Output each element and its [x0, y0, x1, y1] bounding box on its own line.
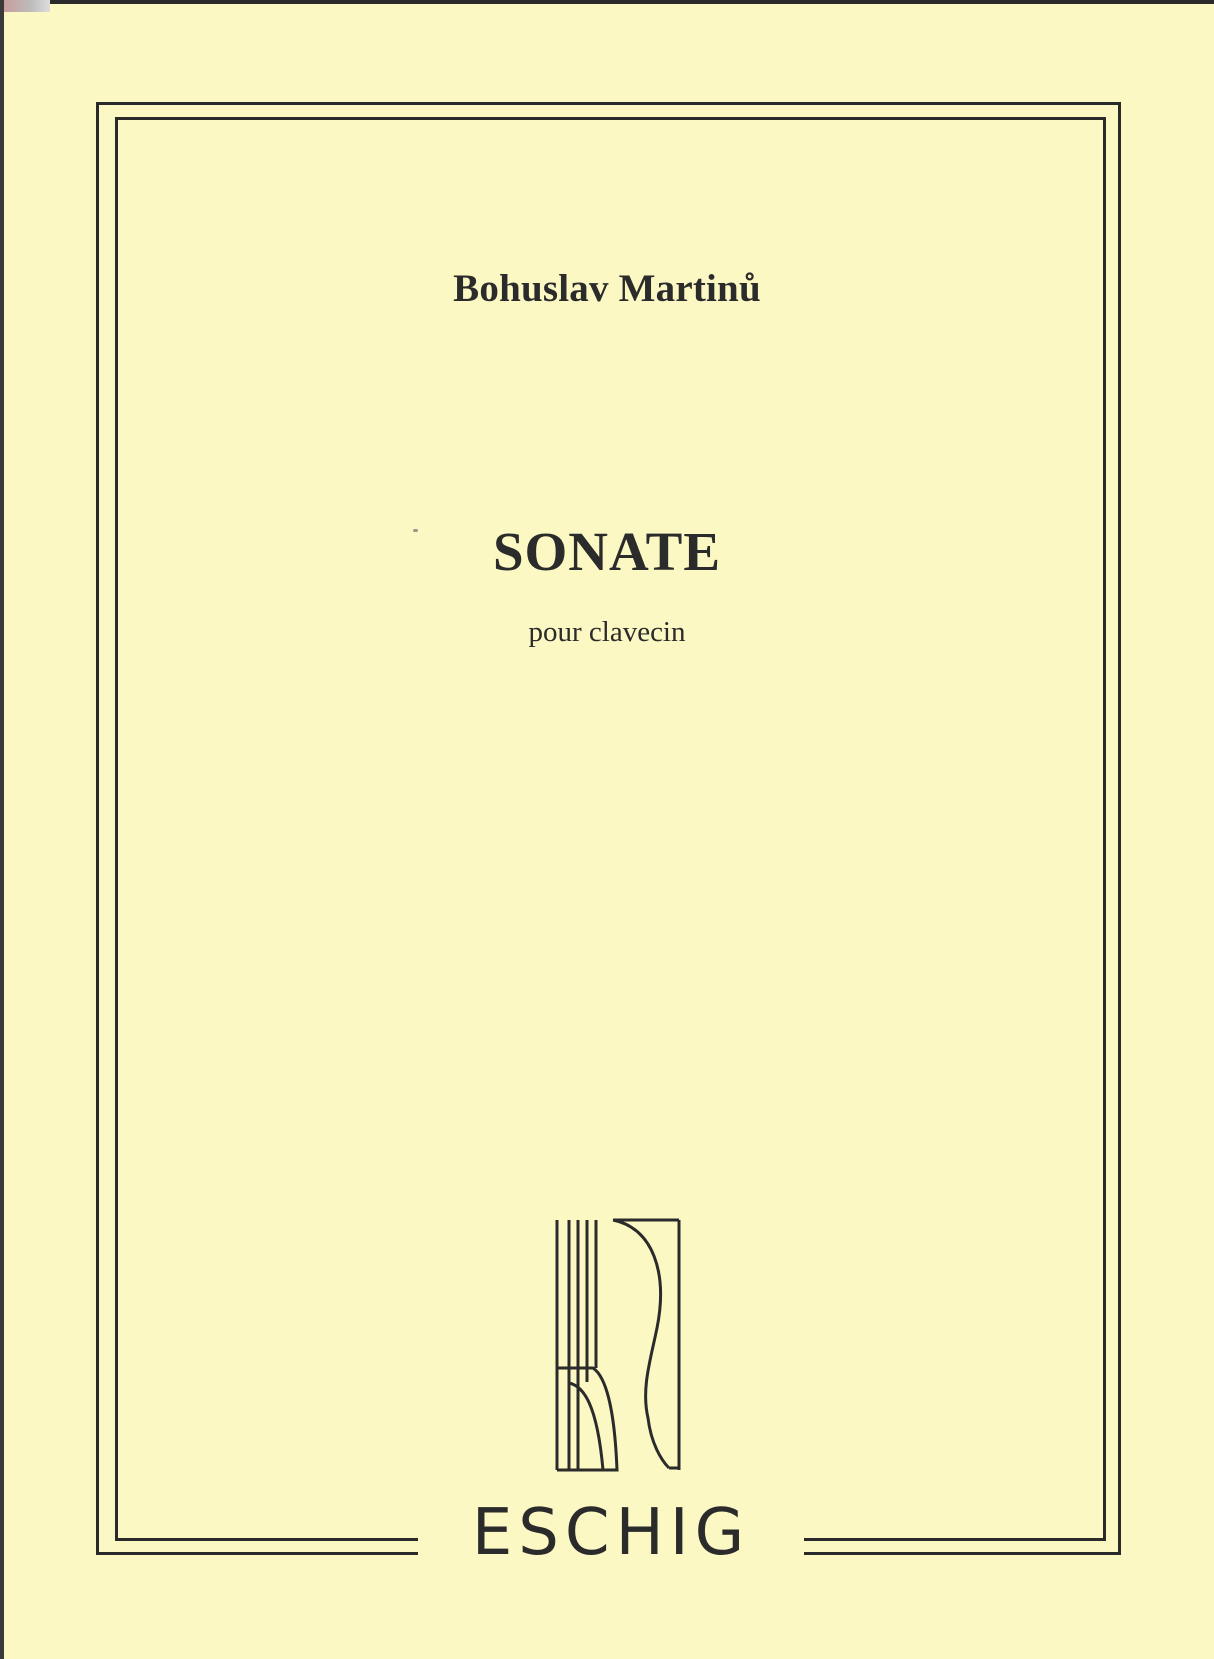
work-subtitle: pour clavecin: [528, 616, 686, 648]
composer-name: Bohuslav Martinů: [453, 267, 761, 310]
work-title: SONATE: [492, 521, 722, 582]
scan-left-edge: [0, 0, 4, 1659]
eschig-harp-logo-icon: [553, 1218, 685, 1474]
scan-top-edge: [0, 0, 1214, 4]
scan-corner-mark: [0, 0, 50, 12]
publisher-name: ESCHIG: [471, 1496, 751, 1570]
